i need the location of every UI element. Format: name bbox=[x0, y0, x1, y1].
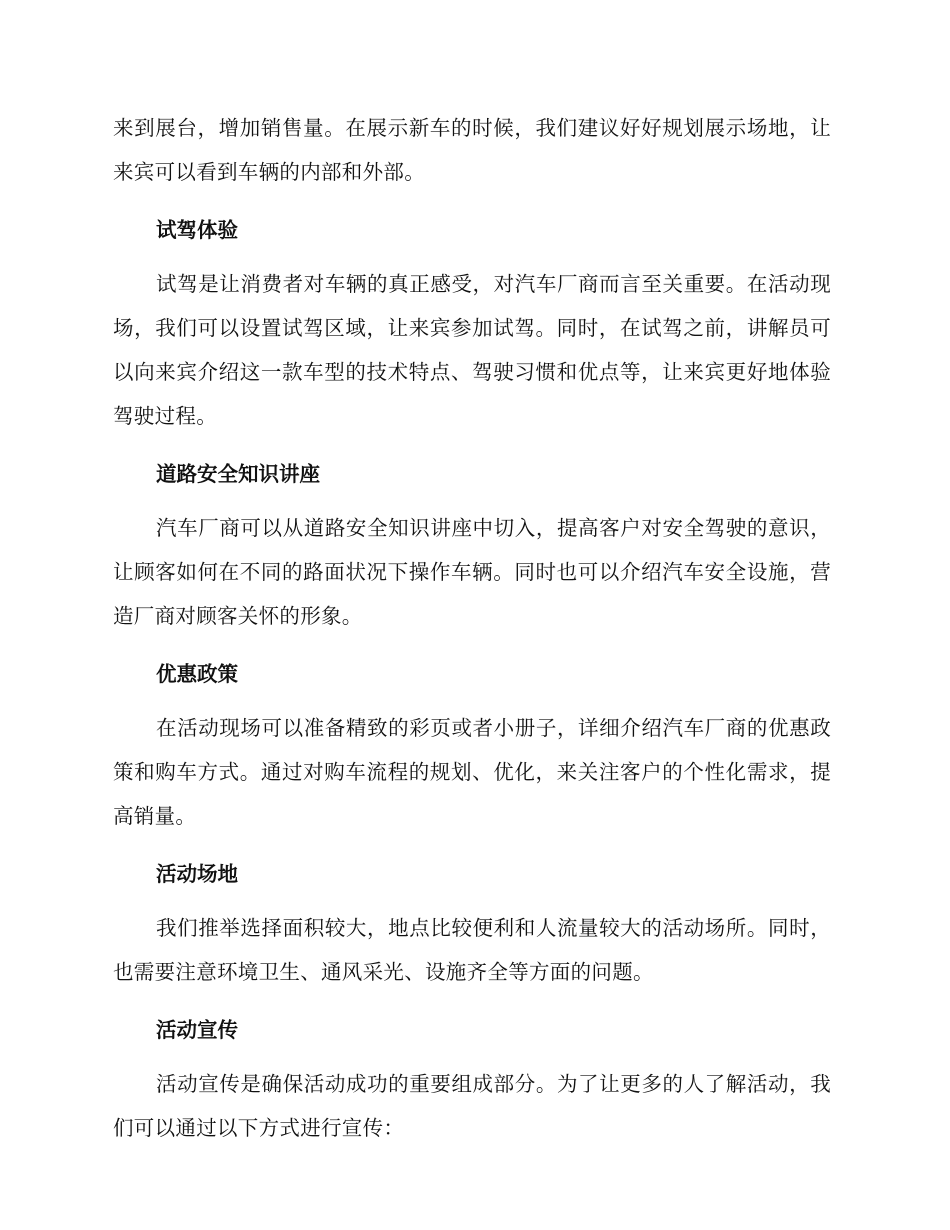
paragraph-showroom: 来到展台，增加销售量。在展示新车的时候，我们建议好好规划展示场地，让来宾可以看到车辆的内部和外部。 bbox=[113, 116, 831, 184]
heading-venue: 活动场地 bbox=[156, 862, 238, 886]
heading-discount-policy: 优惠政策 bbox=[156, 662, 238, 686]
paragraph-discount-policy: 在活动现场可以准备精致的彩页或者小册子，详细介绍汽车厂商的优惠政策和购车方式。通过对购车流程的规划、优化，来关注客户的个性化需求，提高销量。 bbox=[113, 716, 831, 828]
document-page bbox=[113, 106, 831, 1150]
heading-promotion: 活动宣传 bbox=[156, 1018, 238, 1042]
paragraph-promotion: 活动宣传是确保活动成功的重要组成部分。为了让更多的人了解活动，我们可以通过以下方式进行宣传： bbox=[113, 1072, 831, 1140]
heading-road-safety: 道路安全知识讲座 bbox=[156, 462, 320, 486]
paragraph-test-drive: 试驾是让消费者对车辆的真正感受，对汽车厂商而言至关重要。在活动现场，我们可以设置试驾区域，让来宾参加试驾。同时，在试驾之前，讲解员可以向来宾介绍这一款车型的技术特点、驾驶习惯和优点等，让来宾更好地体验驾驶过程。 bbox=[113, 272, 831, 428]
paragraph-venue: 我们推举选择面积较大，地点比较便利和人流量较大的活动场所。同时，也需要注意环境卫生、通风采光、设施齐全等方面的问题。 bbox=[113, 916, 831, 984]
paragraph-road-safety: 汽车厂商可以从道路安全知识讲座中切入，提高客户对安全驾驶的意识，让顾客如何在不同的路面状况下操作车辆。同时也可以介绍汽车安全设施，营造厂商对顾客关怀的形象。 bbox=[113, 516, 831, 628]
heading-test-drive: 试驾体验 bbox=[156, 218, 238, 242]
